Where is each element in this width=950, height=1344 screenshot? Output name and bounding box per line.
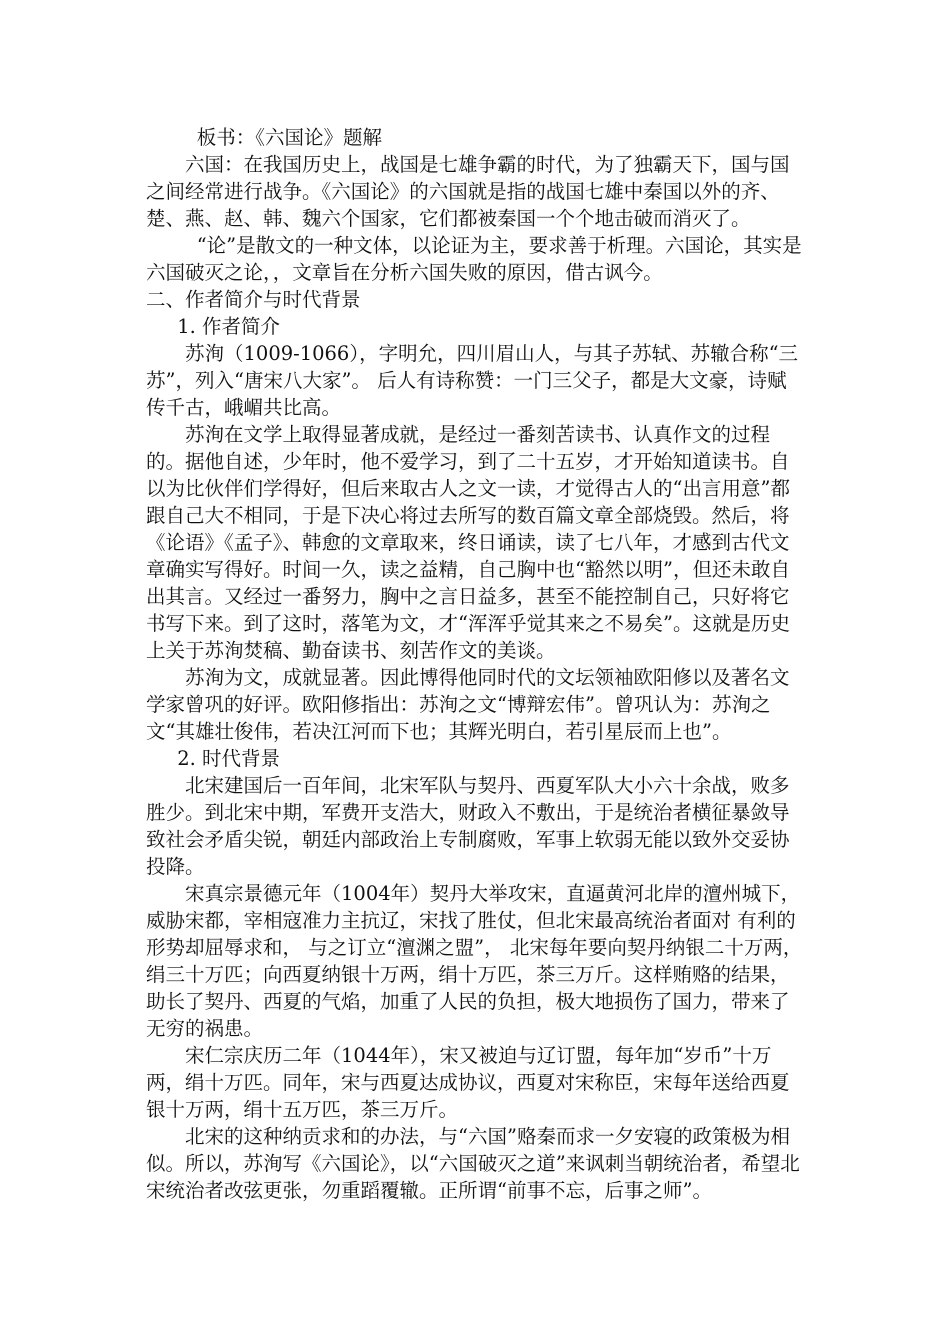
board-title: 板书：《六国论》题解: [196, 126, 382, 149]
paragraph-satire-purpose: 北宋的这种纳贡求和的办法，与“六国”赂秦而求一夕安寝的政策极为相似。所以，苏洵写《六国论》，以“六国破灭之道”来讽刺当朝统治者，希望北宋统治者改弦更张，勿重蹈覆辙。正所谓“前事不忘，后事之师”。: [146, 1125, 800, 1202]
subheading-author-intro: 1. 作者简介: [177, 315, 280, 338]
paragraph-six-states: 六国：在我国历史上，战国是七雄争霸的时代，为了独霸天下，国与国之间经常进行战争。《六国论》的六国就是指的战国七雄中秦国以外的齐、楚、燕、赵、韩、魏六个国家，它们都被秦国一个个地击破而消灭了。: [146, 153, 790, 230]
subheading-era-background: 2. 时代背景: [177, 747, 280, 770]
paragraph-su-xun-bio: 苏洵（1009-1066），字明允，四川眉山人，与其子苏轼、苏辙合称“三苏”，列入“唐宋八大家”。 后人有诗称赞：一门三父子，都是大文豪，诗赋传千古，峨嵋共比高。: [146, 342, 799, 419]
paragraph-chanyuan-treaty: 宋真宗景德元年（1004年）契丹大举攻宋，直逼黄河北岸的澶州城下，威胁宋都，宰相寇准力主抗辽，宋找了胜仗，但北宋最高统治者面对 有利的形势却屈辱求和， 与之订立“澶渊之盟”， 北宋每年要向契丹纳银二十万两，绢三十万匹；向西夏纳银十万两，绢十万匹，茶三万斤。这样贿赂的结果，助长了契丹、西夏的气焰，加重了人民的负担，极大地损伤了国力，带来了无穷的祸患。: [146, 882, 803, 1040]
paragraph-northern-song-wars: 北宋建国后一百年间，北宋军队与契丹、西夏军队大小六十余战，败多胜少。到北宋中期，军费开支浩大，财政入不敷出，于是统治者横征暴敛导致社会矛盾尖锐，朝廷内部政治上专制腐败，军事上软弱无能以致外交妥协投降。: [146, 774, 790, 878]
paragraph-su-xun-praise: 苏洵为文，成就显著。因此博得他同时代的文坛领袖欧阳修以及著名文学家曾巩的好评。欧阳修指出：苏洵之文“博辩宏伟”。曾巩认为：苏洵之文“其雄壮俊伟，若决江河而下也；其辉光明白，若引星辰而上也”。: [146, 666, 790, 743]
paragraph-lun-genre: “论”是散文的一种文体，以论证为主，要求善于析理。六国论，其实是六国破灭之论，，文章旨在分析六国失败的原因，借古讽今。: [146, 234, 802, 284]
document-body: [146, 124, 806, 1204]
section-heading-author-background: 二、作者简介与时代背景: [146, 288, 361, 311]
paragraph-su-xun-study: 苏洵在文学上取得显著成就，是经过一番刻苦读书、认真作文的过程的。据他自述，少年时，他不爱学习，到了二十五岁，才开始知道读书。自以为比伙伴们学得好，但后来取古人之文一读，才觉得古人的“出言用意”都跟自己大不相同，于是下决心将过去所写的数百篇文章全部烧毁。然后，将《论语》《孟子》、韩愈的文章取来，终日诵读，读了七八年，才感到古代文章确实写得好。时间一久，读之益精，自己胸中也“豁然以明”，但还未敢自出其言。又经过一番努力，胸中之言日益多，甚至不能控制自己，只好将它书写下来。到了这时，落笔为文，才“浑浑乎觉其来之不易矣”。这就是历史上关于苏洵焚稿、勤奋读书、刻苦作文的美谈。: [146, 423, 790, 662]
paragraph-qingli-treaty: 宋仁宗庆历二年（1044年），宋又被迫与辽订盟，每年加“岁币”十万两，绢十万匹。同年，宋与西夏达成协议，西夏对宋称臣，宋每年送给西夏银十万两，绢十五万匹，茶三万斤。: [146, 1044, 790, 1121]
